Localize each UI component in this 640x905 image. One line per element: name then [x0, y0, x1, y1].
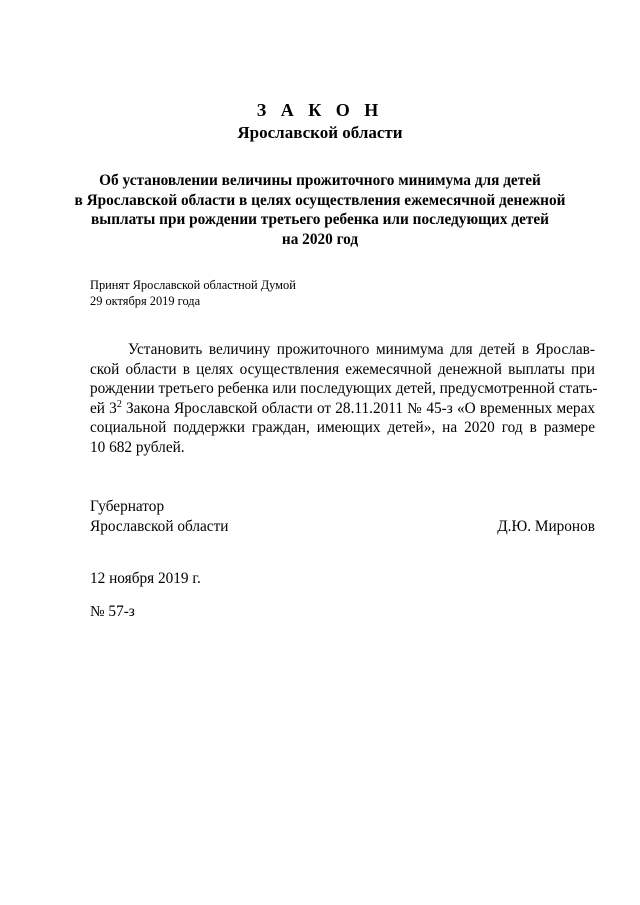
signatory-position: Губернатор: [90, 498, 165, 515]
body-fragment: ей 3: [90, 399, 117, 417]
document-type-heading: З А К О Н: [256, 100, 384, 120]
subject-line: выплаты при рождении третьего ребенка или последующих детей: [91, 211, 549, 228]
adoption-date: 29 октября 2019 года: [90, 293, 201, 308]
signature-row: [90, 517, 595, 537]
region-heading: Ярославской области: [237, 123, 403, 142]
subject-line: в Ярославской области в целях осуществления ежемесячной денежной: [74, 191, 566, 209]
body-line: ской области в целях осуществления ежемесячной денежной выплаты при: [90, 360, 595, 378]
law-body-paragraph: [90, 340, 598, 457]
subject-line: на 2020 год: [281, 230, 359, 248]
signature-block: [90, 497, 595, 536]
law-subject: [60, 171, 580, 249]
law-title-block: [0, 99, 640, 144]
signatory-name: Д.Ю. Миронов: [497, 517, 595, 535]
superscript: 2: [116, 398, 122, 410]
body-line: Установить величину прожиточного минимума для детей в Ярослав-: [128, 341, 595, 358]
body-line: [90, 399, 595, 419]
signatory-region: Ярославской области: [90, 517, 229, 535]
subject-line: Об установлении величины прожиточного минимума для детей: [99, 172, 541, 189]
law-number: № 57-з: [90, 603, 135, 620]
body-line: рождении третьего ребенка или последующих детей, предусмотренной стать-: [90, 380, 598, 397]
body-fragment: Закона Ярославской области от 28.11.2011 № 45-з «О временных мерах: [121, 399, 596, 417]
body-line: социальной поддержки граждан, имеющих детей», на 2020 год в размере: [90, 419, 595, 436]
adopted-by: Принят Ярославской областной Думой: [90, 278, 296, 292]
body-line: 10 682 рублей.: [90, 438, 185, 456]
signing-date: 12 ноября 2019 г.: [90, 570, 201, 587]
adoption-note: [90, 278, 296, 309]
